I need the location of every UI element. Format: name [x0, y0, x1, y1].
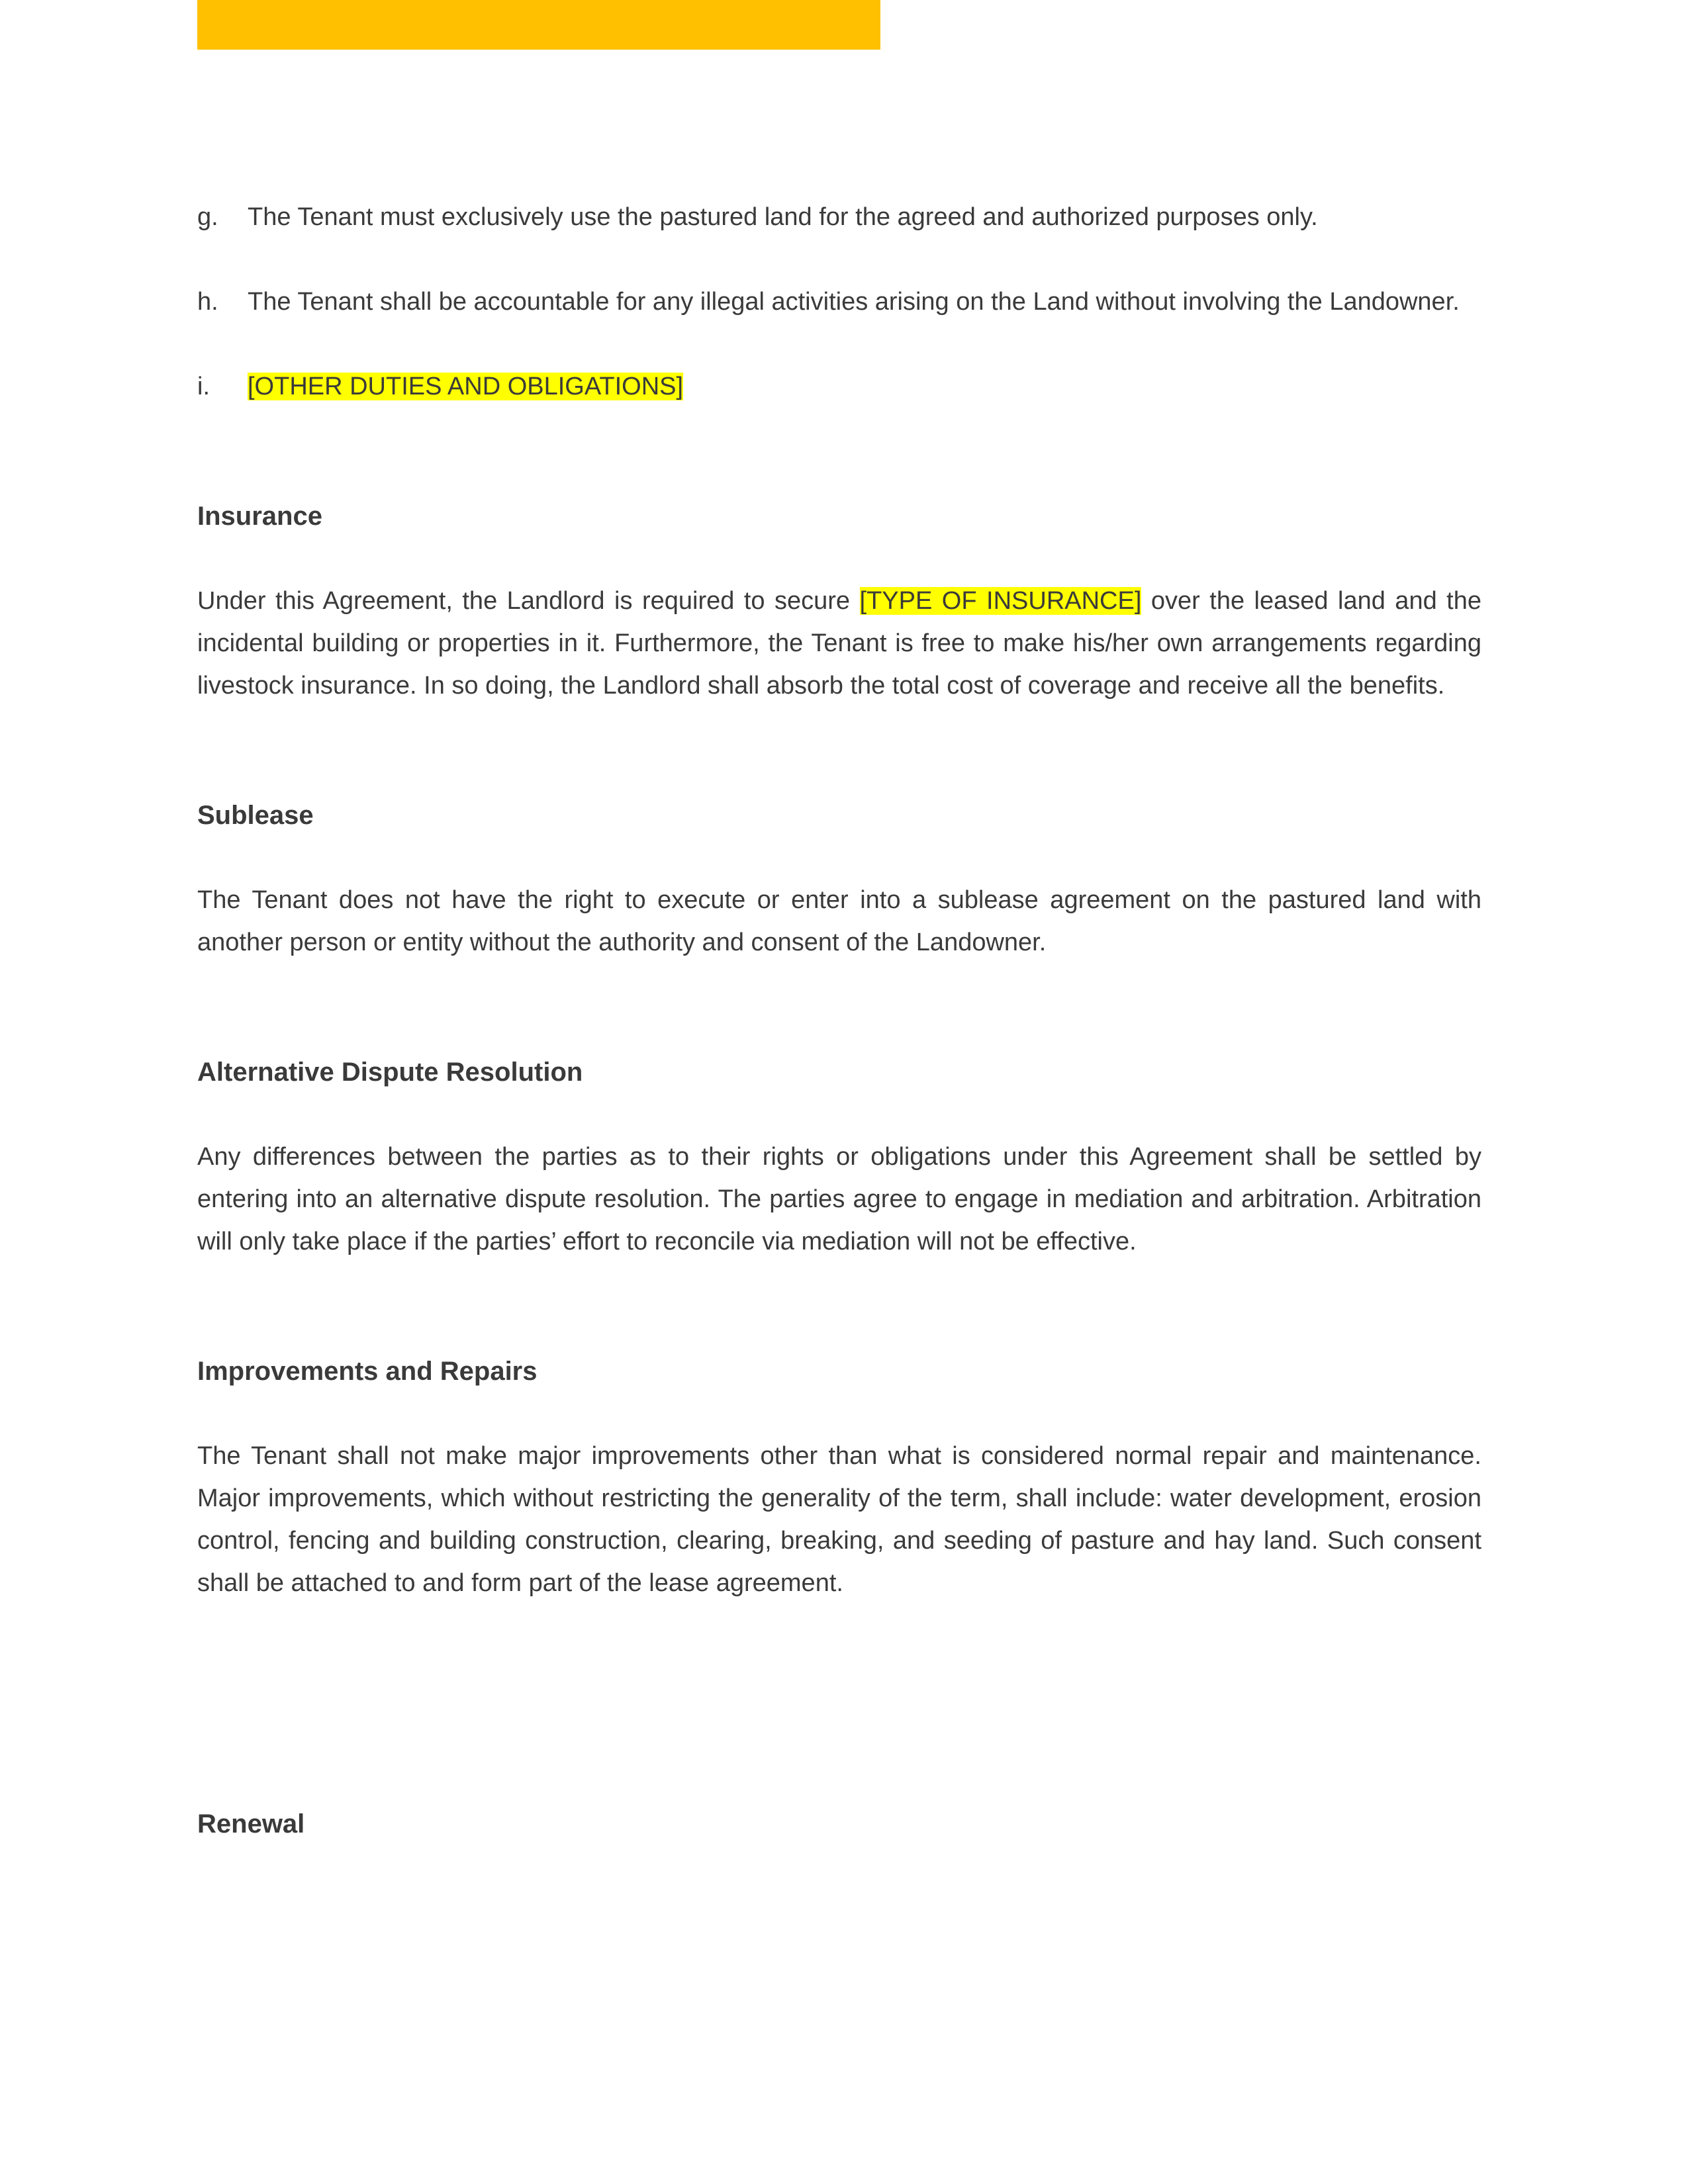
section-heading-insurance: Insurance — [197, 502, 322, 531]
list-item-i — [197, 365, 1481, 408]
section-heading-improvements: Improvements and Repairs — [197, 1357, 538, 1386]
section-heading-dispute: Alternative Dispute Resolution — [197, 1058, 583, 1087]
sublease-paragraph: The Tenant does not have the right to execute or enter into a sublease agreement on the pastured land with another person or entity without the authority and consent of the Landowner. — [197, 886, 1481, 956]
section-heading-sublease: Sublease — [197, 801, 314, 830]
improvements-paragraph: The Tenant shall not make major improvements other than what is considered normal repair and maintenance. Major improvements, which without restricting the generality of the term, shall include: water development, erosion control, fencing and building construction, clearing, breaking, and seeding of pasture and hay land. Such consent shall be attached to and form part of the lease agreement. — [197, 1442, 1481, 1597]
section-heading-renewal: Renewal — [197, 1809, 305, 1839]
placeholder-highlight: [OTHER DUTIES AND OBLIGATIONS] — [248, 373, 684, 400]
list-marker: g. — [197, 203, 218, 231]
list-item-h — [197, 281, 1481, 323]
list-item-g — [197, 196, 1481, 238]
list-item-text: The Tenant must exclusively use the pastured land for the agreed and authorized purposes only. — [248, 203, 1318, 231]
header-accent-bar — [197, 0, 880, 50]
list-marker: i. — [197, 373, 210, 400]
placeholder-highlight: [TYPE OF INSURANCE] — [859, 587, 1142, 615]
dispute-paragraph: Any differences between the parties as to their rights or obligations under this Agreement shall be settled by entering into an alternative dispute resolution. The parties agree to engage in mediation and arbitration. Arbitration will only take place if the parties’ effort to reconcile via mediation will not be effective. — [197, 1143, 1481, 1255]
insurance-paragraph: Under this Agreement, the Landlord is required to secure [TYPE OF INSURANCE] over the leased land and the incidental building or properties in it. Furthermore, the Tenant is free to make his/her own arrangements regarding livestock insurance. In so doing, the Landlord shall absorb the total cost of coverage and receive all the benefits. — [197, 587, 1482, 700]
document-page — [197, 196, 1481, 1845]
list-marker: h. — [197, 288, 218, 316]
list-item-text: The Tenant shall be accountable for any illegal activities arising on the Land without involving the Landowner. — [248, 288, 1460, 316]
